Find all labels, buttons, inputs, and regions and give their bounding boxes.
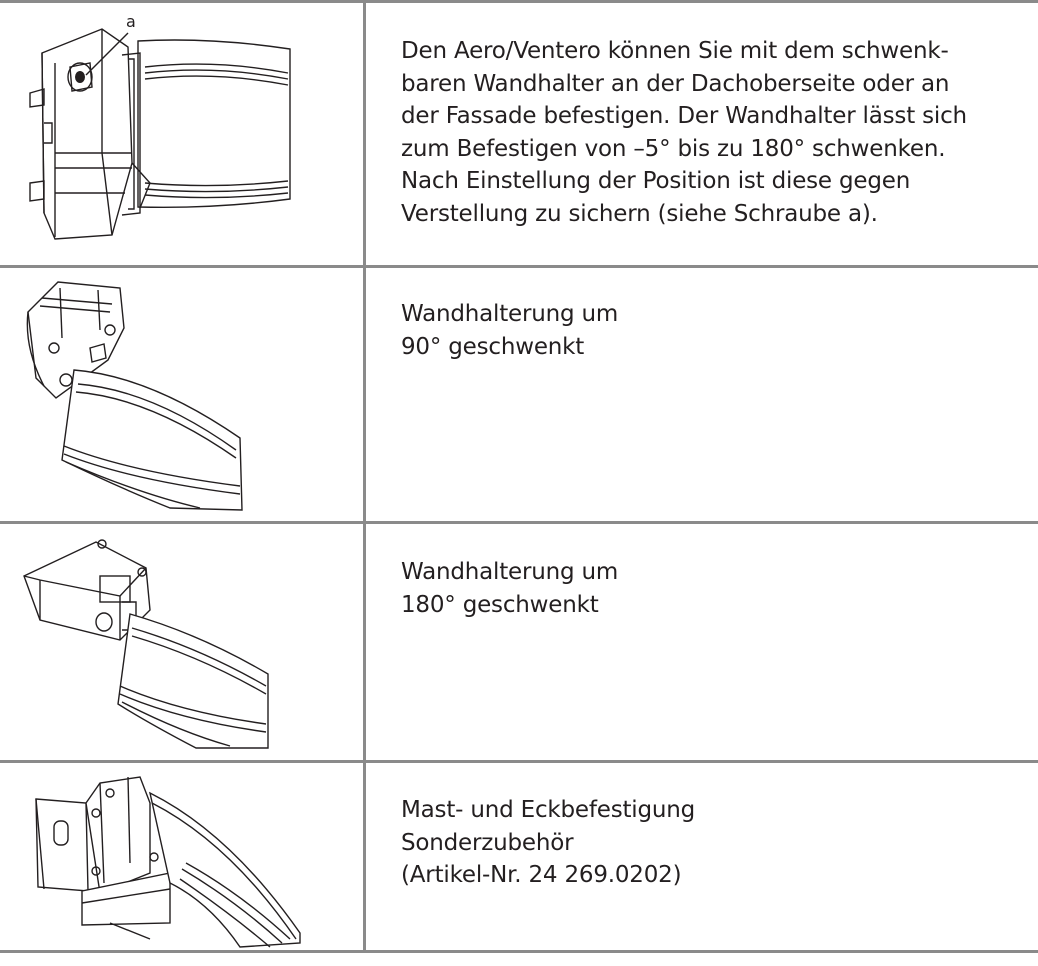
row-3-line-2: 180° geschwenkt xyxy=(401,591,599,618)
row-1-line-5: Nach Einstellung der Position ist diese gegen xyxy=(401,168,911,194)
row-3-description xyxy=(401,556,1021,621)
table-rule-bottom xyxy=(0,950,1038,953)
bracket-90-degrees-drawing xyxy=(0,268,363,521)
row-3-illustration xyxy=(0,524,363,760)
heater-wall-bracket-drawing xyxy=(0,3,363,265)
row-4-illustration xyxy=(0,763,363,950)
row-1-line-3: der Fassade befestigen. Der Wandhalter lässt sich xyxy=(401,103,967,129)
row-4-description xyxy=(401,794,1021,892)
bracket-180-degrees-drawing xyxy=(0,524,363,760)
mast-corner-mount-drawing xyxy=(0,763,363,950)
row-2-illustration xyxy=(0,268,363,521)
row-1-description xyxy=(401,35,1021,230)
row-2-line-2: 90° geschwenkt xyxy=(401,333,585,360)
row-1-line-2: baren Wandhalter an der Dachoberseite oder an xyxy=(401,70,950,97)
callout-label-a: a xyxy=(126,12,136,31)
row-2-description xyxy=(401,298,1021,363)
row-1-line-4: zum Befestigen von –5° bis zu 180° schwenken. xyxy=(401,135,946,162)
table-column-divider xyxy=(363,0,366,953)
row-4-line-1: Mast- und Eckbefestigung xyxy=(401,797,696,823)
row-4-line-2: Sonderzubehör xyxy=(401,829,574,856)
row-2-line-1: Wandhalterung um xyxy=(401,301,619,327)
row-1-illustration xyxy=(0,3,363,265)
row-1-line-1: Den Aero/Ventero können Sie mit dem schwenk- xyxy=(401,38,949,64)
row-4-line-3: (Artikel-Nr. 24 269.0202) xyxy=(401,862,682,888)
row-3-line-1: Wandhalterung um xyxy=(401,559,619,585)
row-1-line-6: Verstellung zu sichern (siehe Schraube a). xyxy=(401,200,878,227)
